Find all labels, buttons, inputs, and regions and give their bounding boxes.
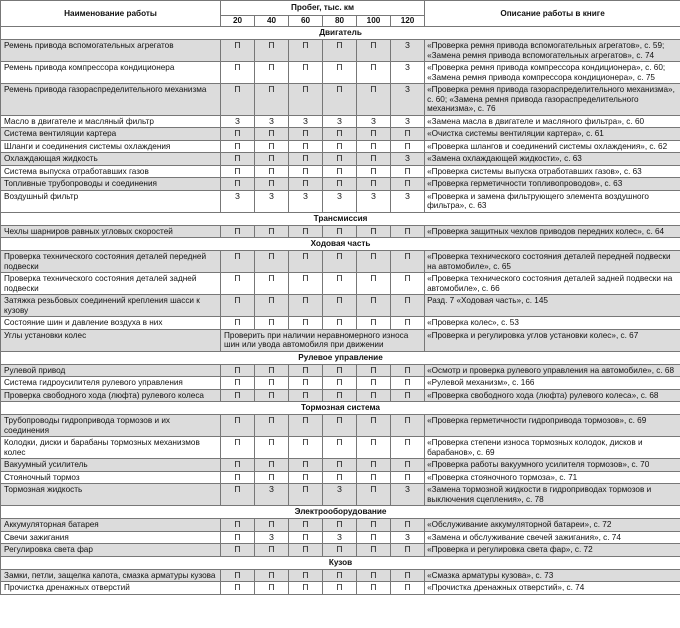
interval-cell: З <box>255 190 289 212</box>
header-km-20: 20 <box>221 16 255 27</box>
interval-cell: П <box>391 225 425 238</box>
merged-note-cell: Проверить при наличии неравномерного износа шин или увода автомобиля при движении <box>221 329 425 351</box>
interval-cell: П <box>255 569 289 582</box>
interval-cell: П <box>391 389 425 402</box>
description-cell: «Проверка колес», с. 53 <box>425 317 680 330</box>
interval-cell: П <box>323 317 357 330</box>
header-km-120: 120 <box>391 16 425 27</box>
section-title: Электрооборудование <box>1 506 680 519</box>
interval-cell: П <box>323 569 357 582</box>
header-km-80: 80 <box>323 16 357 27</box>
description-cell: «Проверка технического состояния деталей задней подвески на автомобиле», с. 66 <box>425 273 680 295</box>
interval-cell: П <box>289 251 323 273</box>
table-row <box>1 484 680 506</box>
table-row <box>1 140 680 153</box>
interval-cell: П <box>323 178 357 191</box>
interval-cell: П <box>323 251 357 273</box>
interval-cell: П <box>391 377 425 390</box>
interval-cell: П <box>323 225 357 238</box>
interval-cell: П <box>221 364 255 377</box>
section-title: Тормозная система <box>1 402 680 415</box>
interval-cell: П <box>323 364 357 377</box>
interval-cell: З <box>323 115 357 128</box>
interval-cell: П <box>289 484 323 506</box>
interval-cell: П <box>221 40 255 62</box>
interval-cell: З <box>289 190 323 212</box>
work-name-cell: Затяжка резьбовых соединений крепления шасси к кузову <box>1 295 221 317</box>
interval-cell: П <box>323 519 357 532</box>
interval-cell: П <box>255 40 289 62</box>
table-row <box>1 519 680 532</box>
interval-cell: П <box>289 531 323 544</box>
interval-cell: П <box>289 437 323 459</box>
description-cell: «Проверка свободного хода (люфта) рулевого колеса», с. 68 <box>425 389 680 402</box>
interval-cell: П <box>323 128 357 141</box>
description-cell: «Проверка ремня привода компрессора кондиционера», с. 60; «Замена ремня привода компрессора кондиционера», с. 75 <box>425 62 680 84</box>
interval-cell: П <box>255 389 289 402</box>
table-row <box>1 531 680 544</box>
interval-cell: П <box>391 317 425 330</box>
interval-cell: П <box>221 165 255 178</box>
interval-cell: П <box>357 62 391 84</box>
interval-cell: З <box>391 531 425 544</box>
interval-cell: П <box>255 437 289 459</box>
interval-cell: П <box>221 519 255 532</box>
interval-cell: П <box>255 62 289 84</box>
work-name-cell: Свечи зажигания <box>1 531 221 544</box>
table-row <box>1 437 680 459</box>
interval-cell: П <box>391 459 425 472</box>
interval-cell: З <box>391 484 425 506</box>
interval-cell: П <box>221 531 255 544</box>
interval-cell: П <box>221 178 255 191</box>
interval-cell: П <box>255 471 289 484</box>
table-row <box>1 225 680 238</box>
interval-cell: П <box>391 165 425 178</box>
work-name-cell: Проверка технического состояния деталей задней подвески <box>1 273 221 295</box>
header-mileage: Пробег, тыс. км <box>221 1 425 16</box>
interval-cell: П <box>391 471 425 484</box>
interval-cell: З <box>323 531 357 544</box>
interval-cell: П <box>255 225 289 238</box>
interval-cell: П <box>255 178 289 191</box>
table-row <box>1 459 680 472</box>
description-cell: «Проверка ремня привода вспомогательных агрегатов», с. 59; «Замена ремня привода вспомогательных агрегатов», с. 74 <box>425 40 680 62</box>
interval-cell: З <box>391 115 425 128</box>
work-name-cell: Ремень привода компрессора кондиционера <box>1 62 221 84</box>
interval-cell: З <box>357 115 391 128</box>
interval-cell: П <box>323 165 357 178</box>
table-row <box>1 190 680 212</box>
interval-cell: П <box>255 519 289 532</box>
interval-cell: П <box>357 251 391 273</box>
description-cell: «Прочистка дренажных отверстий», с. 74 <box>425 582 680 595</box>
interval-cell: П <box>391 437 425 459</box>
interval-cell: П <box>357 569 391 582</box>
work-name-cell: Регулировка света фар <box>1 544 221 557</box>
table-row <box>1 471 680 484</box>
interval-cell: П <box>357 484 391 506</box>
description-cell: «Рулевой механизм», с. 166 <box>425 377 680 390</box>
table-row <box>1 40 680 62</box>
interval-cell: П <box>323 544 357 557</box>
interval-cell: П <box>255 128 289 141</box>
work-name-cell: Система выпуска отработавших газов <box>1 165 221 178</box>
interval-cell: П <box>289 140 323 153</box>
work-name-cell: Топливные трубопроводы и соединения <box>1 178 221 191</box>
interval-cell: П <box>255 295 289 317</box>
table-row <box>1 582 680 595</box>
interval-cell: П <box>323 140 357 153</box>
interval-cell: П <box>289 84 323 116</box>
interval-cell: П <box>357 128 391 141</box>
interval-cell: П <box>357 519 391 532</box>
description-cell: «Проверка стояночного тормоза», с. 71 <box>425 471 680 484</box>
work-name-cell: Прочистка дренажных отверстий <box>1 582 221 595</box>
section-title: Ходовая часть <box>1 238 680 251</box>
interval-cell: П <box>289 317 323 330</box>
section-title: Трансмиссия <box>1 212 680 225</box>
description-cell: «Замена тормозной жидкости в гидроприводах тормозов и выключения сцепления», с. 78 <box>425 484 680 506</box>
interval-cell: П <box>391 178 425 191</box>
interval-cell: П <box>289 165 323 178</box>
interval-cell: П <box>221 484 255 506</box>
table-row <box>1 128 680 141</box>
interval-cell: П <box>289 273 323 295</box>
interval-cell: П <box>289 295 323 317</box>
interval-cell: П <box>323 389 357 402</box>
interval-cell: П <box>323 459 357 472</box>
interval-cell: П <box>357 40 391 62</box>
interval-cell: П <box>255 140 289 153</box>
interval-cell: П <box>357 459 391 472</box>
interval-cell: П <box>289 153 323 166</box>
interval-cell: П <box>323 377 357 390</box>
interval-cell: З <box>323 484 357 506</box>
interval-cell: П <box>255 544 289 557</box>
interval-cell: П <box>221 62 255 84</box>
interval-cell: П <box>357 317 391 330</box>
interval-cell: П <box>255 364 289 377</box>
interval-cell: П <box>289 225 323 238</box>
interval-cell: П <box>323 273 357 295</box>
interval-cell: З <box>391 153 425 166</box>
description-cell: «Проверка степени износа тормозных колодок, дисков и барабанов», с. 69 <box>425 437 680 459</box>
interval-cell: П <box>357 531 391 544</box>
work-name-cell: Система вентиляции картера <box>1 128 221 141</box>
interval-cell: П <box>221 140 255 153</box>
work-name-cell: Колодки, диски и барабаны тормозных механизмов колес <box>1 437 221 459</box>
interval-cell: П <box>357 153 391 166</box>
work-name-cell: Стояночный тормоз <box>1 471 221 484</box>
interval-cell: З <box>391 190 425 212</box>
interval-cell: П <box>255 459 289 472</box>
interval-cell: П <box>323 582 357 595</box>
interval-cell: П <box>221 544 255 557</box>
interval-cell: П <box>289 389 323 402</box>
interval-cell: П <box>221 582 255 595</box>
interval-cell: П <box>357 140 391 153</box>
work-name-cell: Масло в двигателе и масляный фильтр <box>1 115 221 128</box>
work-name-cell: Замки, петли, защелка капота, смазка арматуры кузова <box>1 569 221 582</box>
interval-cell: П <box>221 84 255 116</box>
work-name-cell: Воздушный фильтр <box>1 190 221 212</box>
table-body <box>1 27 680 595</box>
interval-cell: П <box>289 415 323 437</box>
interval-cell: П <box>357 389 391 402</box>
interval-cell: П <box>289 62 323 84</box>
table-row <box>1 84 680 116</box>
interval-cell: П <box>391 273 425 295</box>
interval-cell: П <box>255 415 289 437</box>
work-name-cell: Ремень привода газораспределительного механизма <box>1 84 221 116</box>
interval-cell: П <box>391 295 425 317</box>
interval-cell: З <box>391 84 425 116</box>
work-name-cell: Вакуумный усилитель <box>1 459 221 472</box>
description-cell: «Проверка работы вакуумного усилителя тормозов», с. 70 <box>425 459 680 472</box>
interval-cell: П <box>357 582 391 595</box>
table-row <box>1 377 680 390</box>
interval-cell: П <box>391 128 425 141</box>
table-row <box>1 317 680 330</box>
table-row <box>1 165 680 178</box>
description-cell: «Проверка защитных чехлов приводов передних колес», с. 64 <box>425 225 680 238</box>
interval-cell: П <box>357 165 391 178</box>
interval-cell: З <box>391 62 425 84</box>
interval-cell: П <box>323 153 357 166</box>
interval-cell: П <box>221 569 255 582</box>
interval-cell: П <box>255 377 289 390</box>
table-row <box>1 569 680 582</box>
section-title: Кузов <box>1 556 680 569</box>
header-km-100: 100 <box>357 16 391 27</box>
interval-cell: П <box>357 415 391 437</box>
description-cell: «Замена охлаждающей жидкости», с. 63 <box>425 153 680 166</box>
description-cell: «Осмотр и проверка рулевого управления на автомобиле», с. 68 <box>425 364 680 377</box>
interval-cell: П <box>357 295 391 317</box>
interval-cell: П <box>391 519 425 532</box>
interval-cell: П <box>357 437 391 459</box>
interval-cell: П <box>221 128 255 141</box>
interval-cell: П <box>221 295 255 317</box>
interval-cell: П <box>221 459 255 472</box>
interval-cell: П <box>357 377 391 390</box>
description-cell: «Смазка арматуры кузова», с. 73 <box>425 569 680 582</box>
interval-cell: П <box>357 178 391 191</box>
header-km-40: 40 <box>255 16 289 27</box>
description-cell: «Проверка герметичности топливопроводов», с. 63 <box>425 178 680 191</box>
work-name-cell: Аккумуляторная батарея <box>1 519 221 532</box>
work-name-cell: Чехлы шарниров равных угловых скоростей <box>1 225 221 238</box>
description-cell: «Проверка герметичности гидропривода тормозов», с. 69 <box>425 415 680 437</box>
interval-cell: З <box>357 190 391 212</box>
work-name-cell: Ремень привода вспомогательных агрегатов <box>1 40 221 62</box>
interval-cell: П <box>357 84 391 116</box>
interval-cell: П <box>289 582 323 595</box>
interval-cell: П <box>255 582 289 595</box>
interval-cell: П <box>255 273 289 295</box>
interval-cell: П <box>221 153 255 166</box>
table-row <box>1 62 680 84</box>
interval-cell: П <box>289 459 323 472</box>
interval-cell: П <box>391 415 425 437</box>
interval-cell: П <box>323 295 357 317</box>
table-row <box>1 153 680 166</box>
interval-cell: З <box>255 531 289 544</box>
interval-cell: З <box>255 115 289 128</box>
interval-cell: П <box>221 377 255 390</box>
interval-cell: П <box>323 415 357 437</box>
work-name-cell: Шланги и соединения системы охлаждения <box>1 140 221 153</box>
interval-cell: П <box>221 471 255 484</box>
interval-cell: З <box>289 115 323 128</box>
interval-cell: П <box>221 225 255 238</box>
work-name-cell: Тормозная жидкость <box>1 484 221 506</box>
interval-cell: П <box>323 84 357 116</box>
description-cell: «Проверка ремня привода газораспределительного механизма», с. 60; «Замена ремня привода газораспределительного механизма», с. 76 <box>425 84 680 116</box>
description-cell: «Проверка системы выпуска отработавших газов», с. 63 <box>425 165 680 178</box>
interval-cell: П <box>221 389 255 402</box>
table-row <box>1 115 680 128</box>
interval-cell: П <box>255 84 289 116</box>
table-row <box>1 544 680 557</box>
interval-cell: З <box>221 115 255 128</box>
interval-cell: П <box>357 364 391 377</box>
interval-cell: П <box>289 377 323 390</box>
header-work-name: Наименование работы <box>1 1 221 27</box>
interval-cell: П <box>221 415 255 437</box>
interval-cell: П <box>391 569 425 582</box>
description-cell: «Замена масла в двигателе и масляного фильтра», с. 60 <box>425 115 680 128</box>
work-name-cell: Проверка технического состояния деталей передней подвески <box>1 251 221 273</box>
description-cell: «Проверка и замена фильтрующего элемента воздушного фильтра», с. 63 <box>425 190 680 212</box>
description-cell: «Очистка системы вентиляции картера», с. 61 <box>425 128 680 141</box>
work-name-cell: Углы установки колес <box>1 329 221 351</box>
interval-cell: П <box>255 251 289 273</box>
work-name-cell: Состояние шин и давление воздуха в них <box>1 317 221 330</box>
interval-cell: П <box>357 471 391 484</box>
interval-cell: П <box>323 437 357 459</box>
interval-cell: П <box>357 225 391 238</box>
interval-cell: П <box>221 273 255 295</box>
interval-cell: П <box>357 544 391 557</box>
work-name-cell: Проверка свободного хода (люфта) рулевого колеса <box>1 389 221 402</box>
interval-cell: П <box>255 317 289 330</box>
interval-cell: П <box>221 317 255 330</box>
interval-cell: П <box>289 364 323 377</box>
interval-cell: П <box>357 273 391 295</box>
interval-cell: П <box>289 519 323 532</box>
interval-cell: П <box>289 471 323 484</box>
interval-cell: П <box>255 165 289 178</box>
table-row <box>1 389 680 402</box>
work-name-cell: Рулевой привод <box>1 364 221 377</box>
interval-cell: П <box>323 40 357 62</box>
interval-cell: П <box>221 251 255 273</box>
interval-cell: П <box>221 437 255 459</box>
table-row <box>1 251 680 273</box>
description-cell: «Проверка и регулировка углов установки колес», с. 67 <box>425 329 680 351</box>
interval-cell: П <box>255 153 289 166</box>
interval-cell: П <box>289 178 323 191</box>
description-cell: «Проверка шлангов и соединений системы охлаждения», с. 62 <box>425 140 680 153</box>
work-name-cell: Трубопроводы гидропривода тормозов и их соединения <box>1 415 221 437</box>
work-name-cell: Система гидроусилителя рулевого управления <box>1 377 221 390</box>
description-cell: «Обслуживание аккумуляторной батареи», с. 72 <box>425 519 680 532</box>
header-description: Описание работы в книге <box>425 1 680 27</box>
description-cell: «Проверка и регулировка света фар», с. 72 <box>425 544 680 557</box>
interval-cell: П <box>289 569 323 582</box>
table-row <box>1 273 680 295</box>
header-km-60: 60 <box>289 16 323 27</box>
interval-cell: П <box>289 40 323 62</box>
interval-cell: П <box>391 251 425 273</box>
table-row <box>1 178 680 191</box>
interval-cell: П <box>391 582 425 595</box>
interval-cell: З <box>323 190 357 212</box>
interval-cell: П <box>289 128 323 141</box>
table-row <box>1 415 680 437</box>
description-cell: «Проверка технического состояния деталей передней подвески на автомобиле», с. 65 <box>425 251 680 273</box>
work-name-cell: Охлаждающая жидкость <box>1 153 221 166</box>
interval-cell: З <box>255 484 289 506</box>
interval-cell: П <box>391 544 425 557</box>
interval-cell: П <box>391 364 425 377</box>
description-cell: «Замена и обслуживание свечей зажигания», с. 74 <box>425 531 680 544</box>
interval-cell: З <box>391 40 425 62</box>
table-row <box>1 295 680 317</box>
section-title: Двигатель <box>1 27 680 40</box>
interval-cell: П <box>323 62 357 84</box>
interval-cell: П <box>391 140 425 153</box>
interval-cell: П <box>323 471 357 484</box>
interval-cell: П <box>289 544 323 557</box>
description-cell: Разд. 7 «Ходовая часть», с. 145 <box>425 295 680 317</box>
interval-cell: З <box>221 190 255 212</box>
section-title: Рулевое управление <box>1 351 680 364</box>
table-row <box>1 364 680 377</box>
table-row <box>1 329 680 351</box>
